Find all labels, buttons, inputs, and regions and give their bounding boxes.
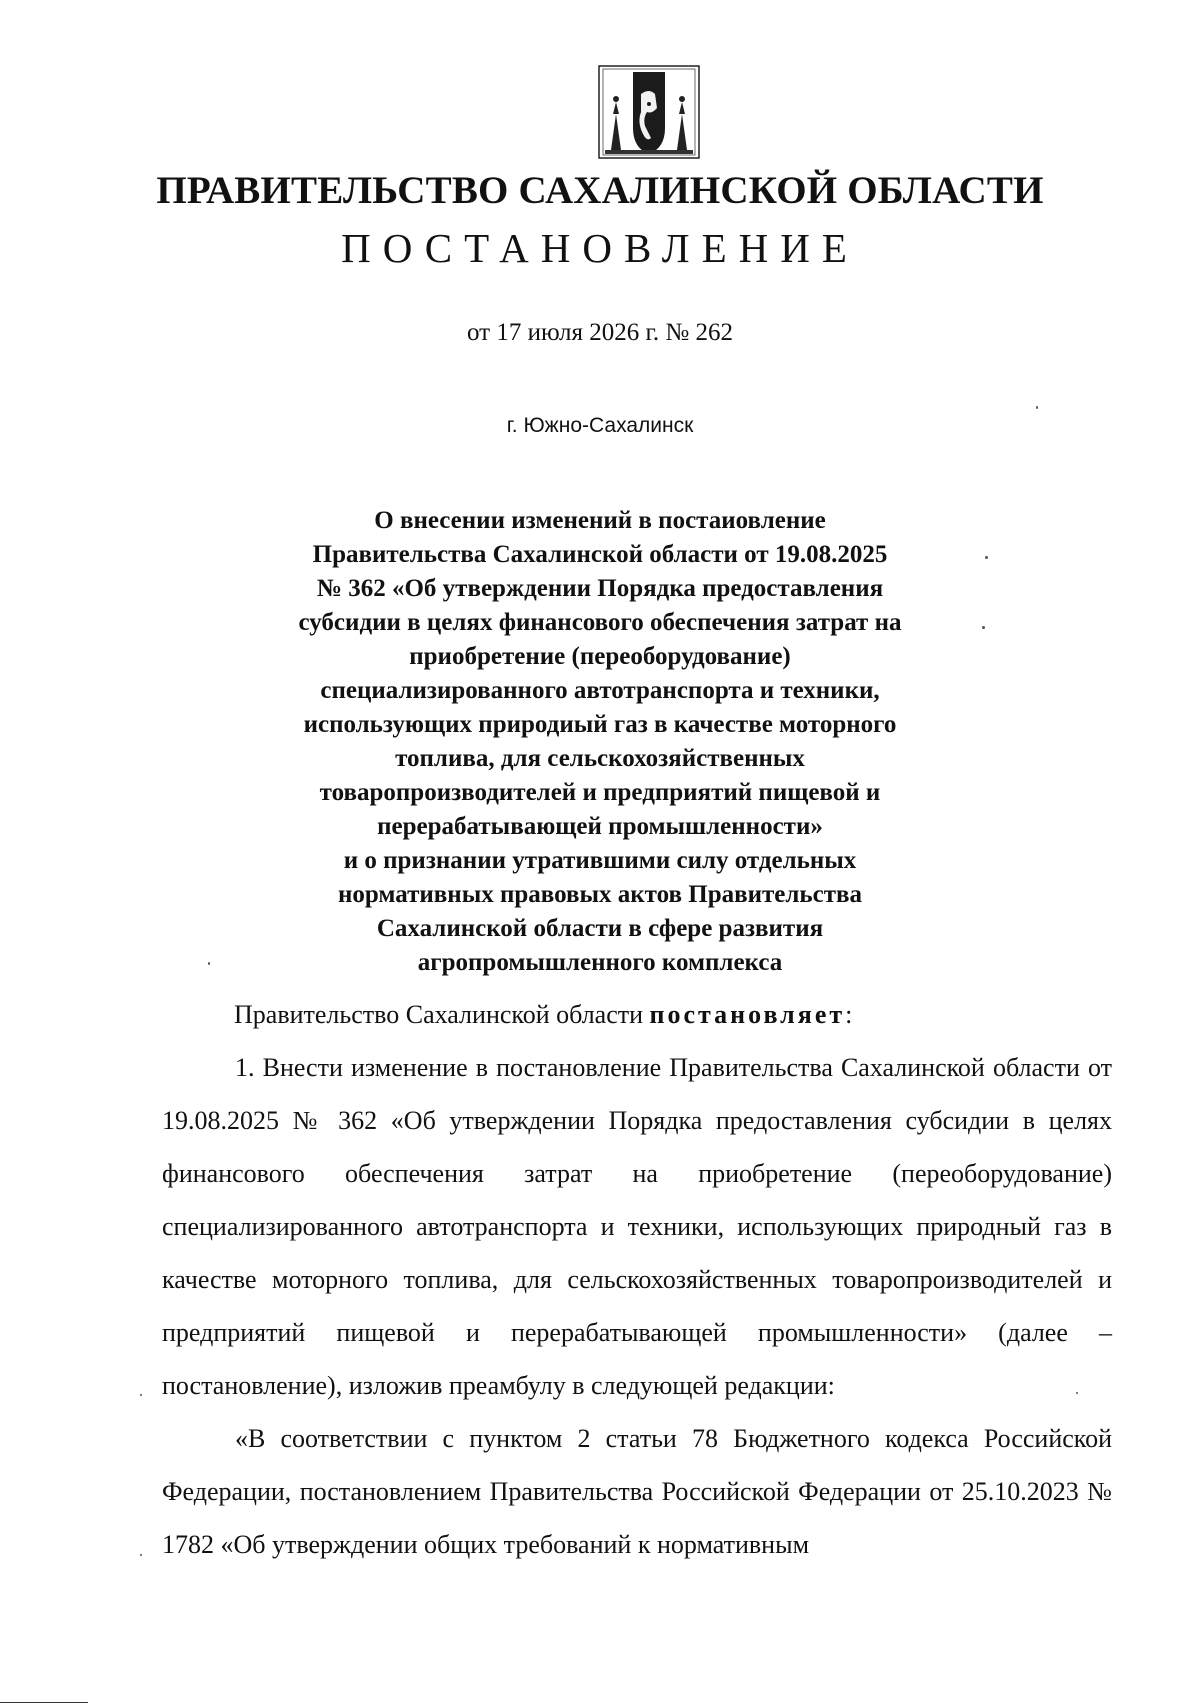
- subject-line: нормативных правовых актов Правительства: [337, 881, 863, 908]
- subject-line: № 362 «Об утверждении Порядка предоставления: [316, 575, 884, 602]
- scan-speck: [1076, 1392, 1078, 1394]
- scan-speck: [982, 626, 985, 629]
- document-place: г. Южно-Сахалинск: [506, 414, 694, 437]
- scan-speck: [208, 962, 210, 965]
- sakhalin-coat-of-arms-icon: [597, 64, 701, 164]
- intro-colon: :: [845, 1000, 853, 1029]
- intro-emphasis: постановляет: [649, 1000, 846, 1029]
- subject-line: специализированного автотранспорта и техники,: [320, 677, 880, 704]
- subject-line: товаропроизводителей и предприятий пищевой и: [319, 779, 881, 806]
- scan-speck: [985, 556, 988, 559]
- scan-speck: [140, 1554, 142, 1556]
- document-type: ПОСТАНОВЛЕНИЕ: [341, 225, 859, 271]
- paragraph-1: 1. Внести изменение в постановление Правительства Сахалинской области от 19.08.2025 № 362 «Об утверждении Порядка предоставления субсидии в целях финансового обеспечения затрат на приобретение (переоборудование) специализированного автотранспорта и техники, использующих природный газ в качестве моторного топлива, для сельскохозяйственных товаропроизводителей и предприятий пищевой и перерабатывающей промышленности» (далее – постановление), изложив преамбулу в следующей редакции:: [162, 1053, 1112, 1400]
- government-title: ПРАВИТЕЛЬСТВО САХАЛИНСКОЙ ОБЛАСТИ: [156, 169, 1044, 212]
- resolution-intro: [162, 988, 1112, 1041]
- subject-line: субсидии в целях финансового обеспечения затрат на: [298, 609, 902, 636]
- subject-line: агропромышленного комплекса: [417, 949, 783, 976]
- intro-text: Правительство Сахалинской области: [234, 1000, 650, 1029]
- subject-line: перерабатывающей промышленности»: [377, 813, 823, 840]
- paragraph-2: «В соответствии с пунктом 2 статьи 78 Бюджетного кодекса Российской Федерации, постановлением Правительства Российской Федерации от 25.10.2023 № 1782 «Об утверждении общих требований к нормативным: [162, 1424, 1112, 1559]
- subject-line: приобретение (переоборудование): [409, 643, 791, 670]
- subject-line: Правительства Сахалинской области от 19.08.2025: [312, 541, 888, 568]
- document-date-number: от 17 июля 2026 г. № 262: [466, 319, 734, 346]
- document-body: [162, 988, 1112, 1571]
- subject-line: и о признании утратившими силу отдельных: [343, 847, 857, 874]
- document-subject: [230, 504, 970, 980]
- subject-line: использующих природиый газ в качестве моторного: [303, 711, 897, 738]
- scan-edge-line: [0, 1702, 88, 1703]
- subject-line: О внесении изменений в постаиовление: [374, 507, 826, 534]
- subject-line: топлива, для сельскохозяйственных: [395, 745, 805, 772]
- scan-speck: [140, 1394, 142, 1396]
- scan-speck: [1036, 406, 1038, 409]
- subject-line: Сахалинской области в сфере развития: [376, 915, 824, 942]
